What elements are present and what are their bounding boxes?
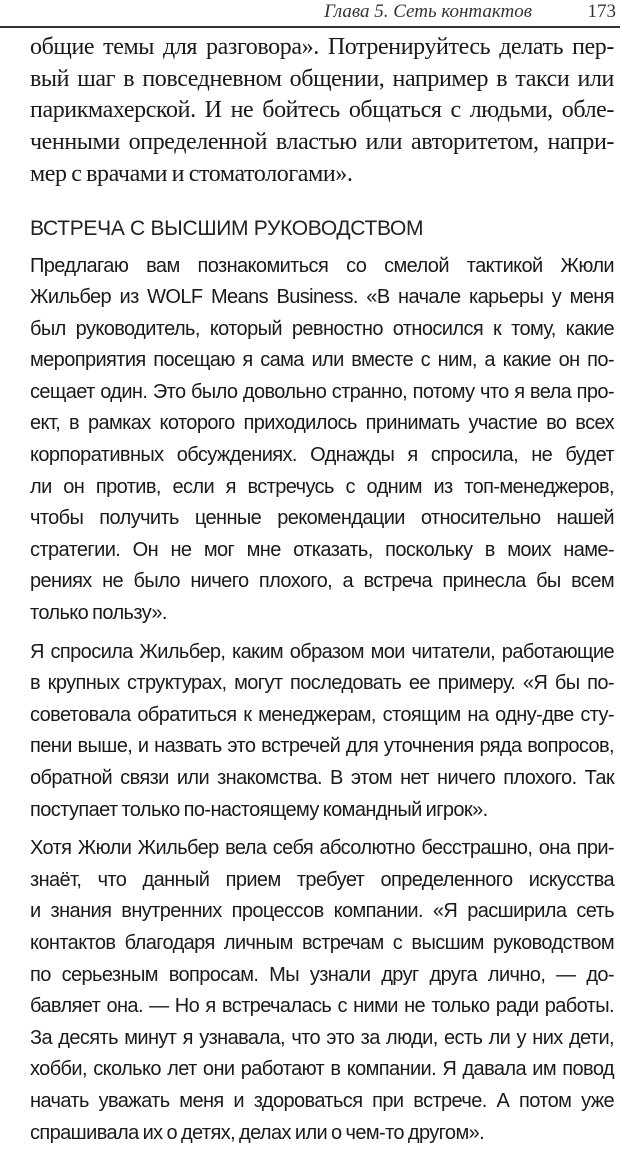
body-paragraph-2 bbox=[30, 637, 614, 827]
text-line: спрашивала их о детях, делах или о чем-то другом». bbox=[30, 1121, 485, 1144]
text-line: только пользу». bbox=[30, 602, 167, 625]
text-line: был руководитель, который ревностно относился к тому, какие bbox=[30, 317, 614, 340]
body-paragraph-3 bbox=[30, 833, 614, 1149]
text-line: обратной связи или знакомства. В этом нет ничего плохого. Так bbox=[30, 767, 614, 790]
text-line: ченными определенной властью или авторитетом, напри- bbox=[30, 129, 614, 156]
text-line: контактов благодаря личным встречам с высшим руководством bbox=[30, 931, 614, 954]
text-line: начать уважать меня и здороваться при встрече. А потом уже bbox=[30, 1089, 614, 1112]
text-line: ли он против, если я встречусь с одним из топ-менеджеров, bbox=[30, 475, 614, 498]
text-line: сещает один. Это было довольно странно, потому что я вела про- bbox=[30, 380, 614, 403]
text-line: чтобы получить ценные рекомендации относительно нашей bbox=[30, 507, 614, 530]
text-line: За десять минут я узнавала, что это за люди, есть ли у них дети, bbox=[30, 1026, 614, 1049]
intro-paragraph bbox=[30, 32, 614, 191]
text-line: советовала обратиться к менеджерам, стоящим на одну-две сту- bbox=[30, 703, 614, 726]
text-line: Предлагаю вам познакомиться со смелой тактикой Жюли bbox=[30, 254, 614, 277]
text-line: бавляет она. — Но я встречалась с ними не только ради работы. bbox=[30, 995, 614, 1018]
text-line: корпоративных обсуждениях. Однажды я спросила, не будет bbox=[30, 444, 614, 467]
text-line: Жильбер из WOLF Means Business. «В начале карьеры у меня bbox=[30, 286, 614, 309]
body-paragraph-1 bbox=[30, 251, 614, 630]
text-line: вый шаг в повседневном общении, например в такси или bbox=[30, 65, 614, 92]
text-line: мероприятия посещаю я сама или вместе с ним, а какие он по- bbox=[30, 349, 614, 372]
text-line: мер с врачами и стоматологами». bbox=[30, 160, 353, 187]
text-line: хобби, сколько лет они работают в компании. Я давала им повод bbox=[30, 1058, 614, 1081]
text-line: и знания внутренних процессов компании. «Я расширила сеть bbox=[30, 900, 614, 923]
page-body bbox=[0, 28, 620, 1149]
text-line: знаёт, что данный прием требует определенного искусства bbox=[30, 868, 614, 891]
text-line: парикмахерской. И не бойтесь общаться с людьми, обле- bbox=[30, 97, 614, 124]
text-line: поступает только по-настоящему командный игрок». bbox=[30, 798, 488, 821]
text-line: Хотя Жюли Жильбер вела себя абсолютно бесстрашно, она при- bbox=[30, 837, 614, 860]
text-line: Я спросила Жильбер, каким образом мои читатели, работающие bbox=[30, 640, 614, 663]
text-line: общие темы для разговора». Потренируйтесь делать пер- bbox=[30, 34, 614, 60]
running-header bbox=[0, 0, 620, 28]
text-line: по серьезным вопросам. Мы узнали друг друга лично, — до- bbox=[30, 963, 614, 986]
text-line: ект, в рамках которого приходилось принимать участие во всех bbox=[30, 412, 614, 435]
running-title: Глава 5. Сеть контактов bbox=[324, 1, 532, 22]
text-line: в крупных структурах, могут последовать ее примеру. «Я бы по- bbox=[30, 672, 614, 695]
text-line: рениях не было ничего плохого, а встреча принесла бы всем bbox=[30, 570, 614, 593]
section-heading: ВСТРЕЧА С ВЫСШИМ РУКОВОДСТВОМ bbox=[30, 216, 424, 240]
page-number: 173 bbox=[587, 1, 616, 22]
text-line: стратегии. Он не мог мне отказать, поскольку в моих наме- bbox=[30, 538, 614, 561]
text-line: пени выше, и назвать это встречей для уточнения ряда вопросов, bbox=[30, 735, 614, 758]
